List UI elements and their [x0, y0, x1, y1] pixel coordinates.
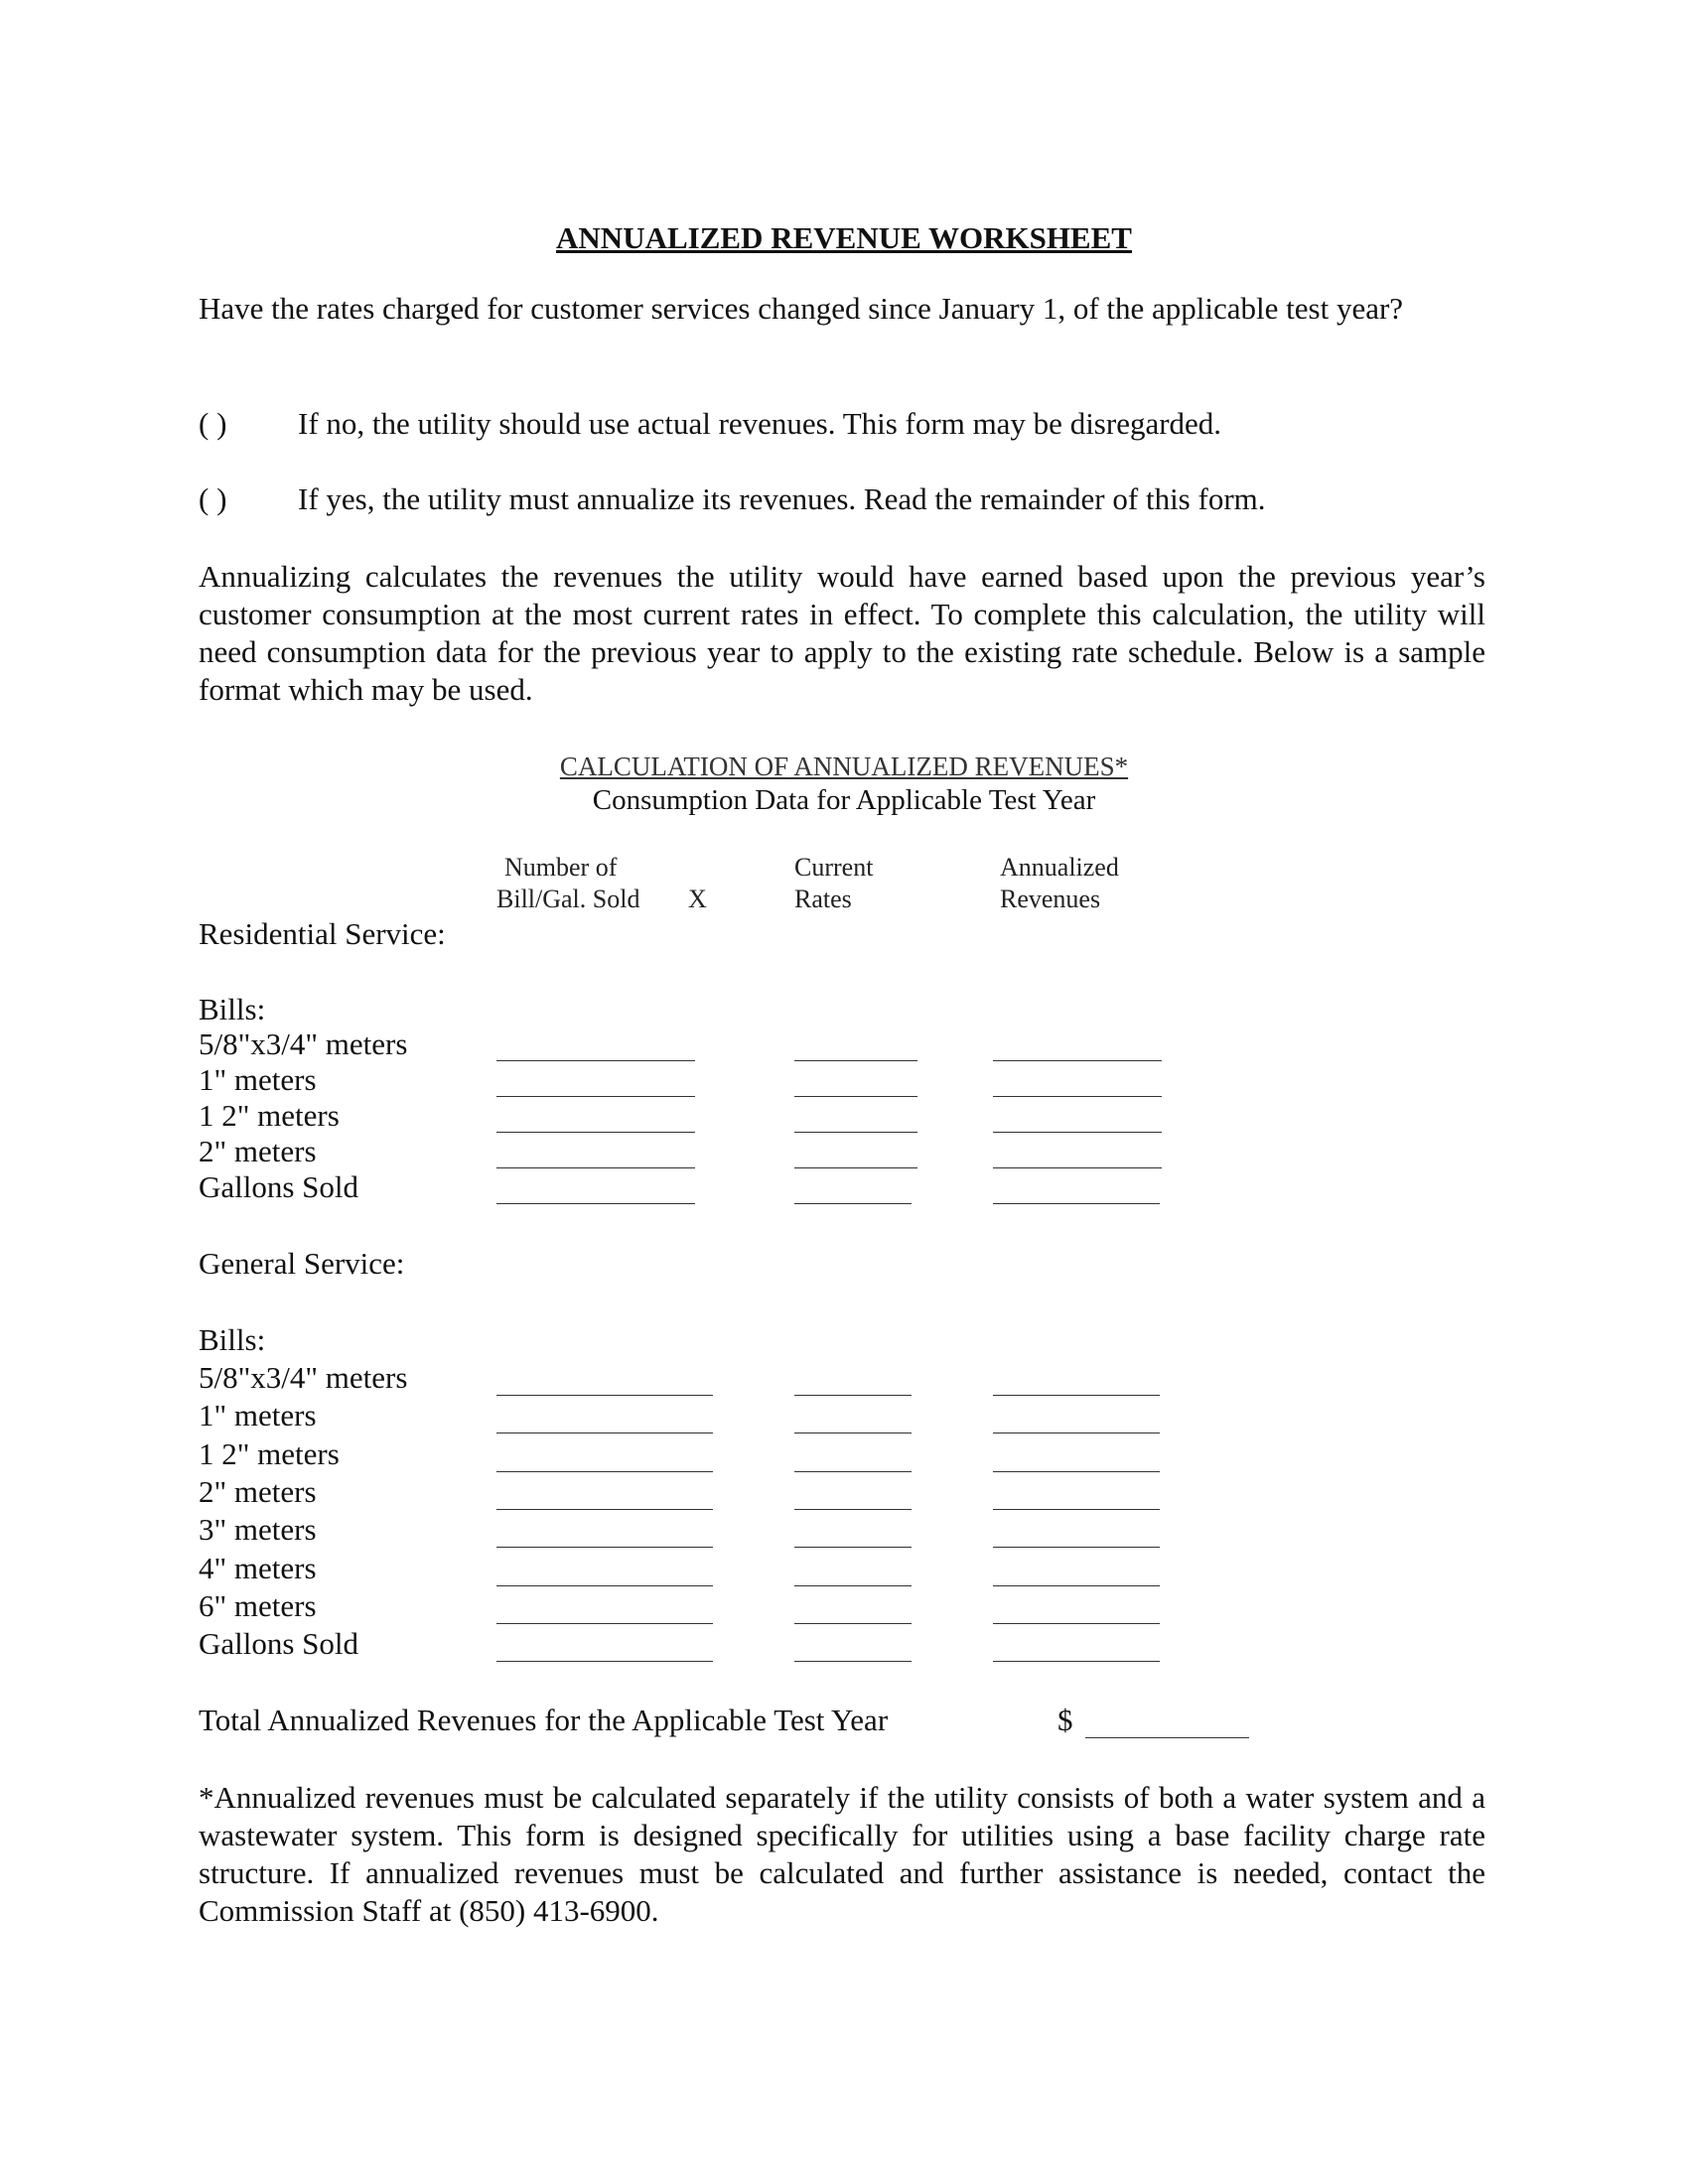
residential-number-blank[interactable] — [496, 1132, 695, 1133]
general-row-label: 2" meters — [199, 1474, 317, 1509]
residential-number-blank[interactable] — [496, 1203, 695, 1204]
residential-rate-blank[interactable] — [794, 1203, 912, 1204]
general-revenue-blank[interactable] — [993, 1623, 1160, 1624]
general-revenue-blank[interactable] — [993, 1661, 1160, 1662]
general-revenue-blank[interactable] — [993, 1395, 1160, 1396]
intro-paragraph: Annualizing calculates the revenues the utility would have earned based upon the previous year’s customer consumption at the most current rates in effect. To complete this calculation, the utility will need consumption data for the previous year to apply to the existing rate schedule. Below is a sample format which may be used. — [199, 559, 1485, 707]
general-bills-label: Bills: — [199, 1322, 266, 1357]
general-revenue-blank[interactable] — [993, 1547, 1160, 1548]
residential-rate-blank[interactable] — [794, 1096, 917, 1097]
residential-number-blank[interactable] — [496, 1167, 695, 1168]
rate-change-question: Have the rates charged for customer services changed since January 1, of the applicable test year? — [199, 291, 1404, 326]
residential-row-label: Gallons Sold — [199, 1169, 359, 1204]
general-number-blank[interactable] — [496, 1509, 713, 1510]
residential-heading: Residential Service: — [199, 916, 446, 951]
general-heading: General Service: — [199, 1246, 405, 1281]
column-header-revenues-line1: Annualized — [1000, 853, 1119, 882]
general-rate-blank[interactable] — [794, 1585, 912, 1586]
option-no-text: If no, the utility should use actual revenues. This form may be disregarded. — [298, 406, 1222, 441]
general-number-blank[interactable] — [496, 1661, 713, 1662]
general-rate-blank[interactable] — [794, 1471, 912, 1472]
general-number-blank[interactable] — [496, 1585, 713, 1586]
footnote: *Annualized revenues must be calculated separately if the utility consists of both a water system and a wastewater system. This form is designed specifically for utilities using a base facility charge rate structure. If annualized revenues must be calculated and further assistance is needed, contact the Commission Staff at (850) 413-6900. — [199, 1780, 1485, 1928]
worksheet-title: ANNUALIZED REVENUE WORKSHEET — [556, 220, 1132, 255]
total-label: Total Annualized Revenues for the Applicable Test Year — [199, 1703, 889, 1737]
column-header-number-line1: Number of — [504, 853, 618, 882]
residential-row-label: 2" meters — [199, 1134, 317, 1168]
general-row-label: 1" meters — [199, 1398, 317, 1433]
residential-revenue-blank[interactable] — [993, 1203, 1160, 1204]
residential-number-blank[interactable] — [496, 1096, 695, 1097]
residential-row-label: 1" meters — [199, 1062, 317, 1097]
residential-rate-blank[interactable] — [794, 1132, 917, 1133]
option-no-checkbox[interactable]: ( ) — [199, 406, 227, 441]
general-row-label: 6" meters — [199, 1588, 317, 1623]
general-number-blank[interactable] — [496, 1471, 713, 1472]
residential-revenue-blank[interactable] — [993, 1096, 1162, 1097]
general-rate-blank[interactable] — [794, 1661, 912, 1662]
calculation-title: CALCULATION OF ANNUALIZED REVENUES* — [559, 751, 1129, 781]
general-number-blank[interactable] — [496, 1395, 713, 1396]
residential-revenue-blank[interactable] — [993, 1167, 1162, 1168]
general-row-label: 4" meters — [199, 1551, 317, 1585]
column-header-rates-line2: Rates — [794, 885, 852, 913]
general-revenue-blank[interactable] — [993, 1509, 1160, 1510]
residential-number-blank[interactable] — [496, 1060, 695, 1061]
residential-revenue-blank[interactable] — [993, 1060, 1162, 1061]
residential-row-label: 5/8"x3/4" meters — [199, 1026, 408, 1061]
general-rate-blank[interactable] — [794, 1623, 912, 1624]
general-row-label: Gallons Sold — [199, 1626, 359, 1661]
option-yes-text: If yes, the utility must annualize its revenues. Read the remainder of this form. — [298, 481, 1266, 516]
column-header-rates-line1: Current — [794, 853, 874, 882]
residential-rate-blank[interactable] — [794, 1060, 917, 1061]
column-header-times: X — [688, 885, 707, 913]
general-row-label: 5/8"x3/4" meters — [199, 1360, 408, 1395]
general-row-label: 3" meters — [199, 1512, 317, 1547]
general-number-blank[interactable] — [496, 1623, 713, 1624]
general-revenue-blank[interactable] — [993, 1585, 1160, 1586]
total-revenue-blank[interactable] — [1085, 1737, 1249, 1738]
residential-bills-label: Bills: — [199, 992, 266, 1026]
total-currency-symbol: $ — [1057, 1703, 1073, 1737]
option-yes-checkbox[interactable]: ( ) — [199, 481, 227, 516]
column-header-number-line2: Bill/Gal. Sold — [496, 885, 640, 913]
column-header-revenues-line2: Revenues — [1000, 885, 1101, 913]
general-rate-blank[interactable] — [794, 1547, 912, 1548]
general-number-blank[interactable] — [496, 1547, 713, 1548]
general-rate-blank[interactable] — [794, 1509, 912, 1510]
general-row-label: 1 2" meters — [199, 1436, 340, 1471]
general-revenue-blank[interactable] — [993, 1471, 1160, 1472]
residential-revenue-blank[interactable] — [993, 1132, 1162, 1133]
general-rate-blank[interactable] — [794, 1395, 912, 1396]
calculation-subtitle: Consumption Data for Applicable Test Year — [592, 784, 1096, 816]
residential-row-label: 1 2" meters — [199, 1098, 340, 1133]
residential-rate-blank[interactable] — [794, 1167, 917, 1168]
